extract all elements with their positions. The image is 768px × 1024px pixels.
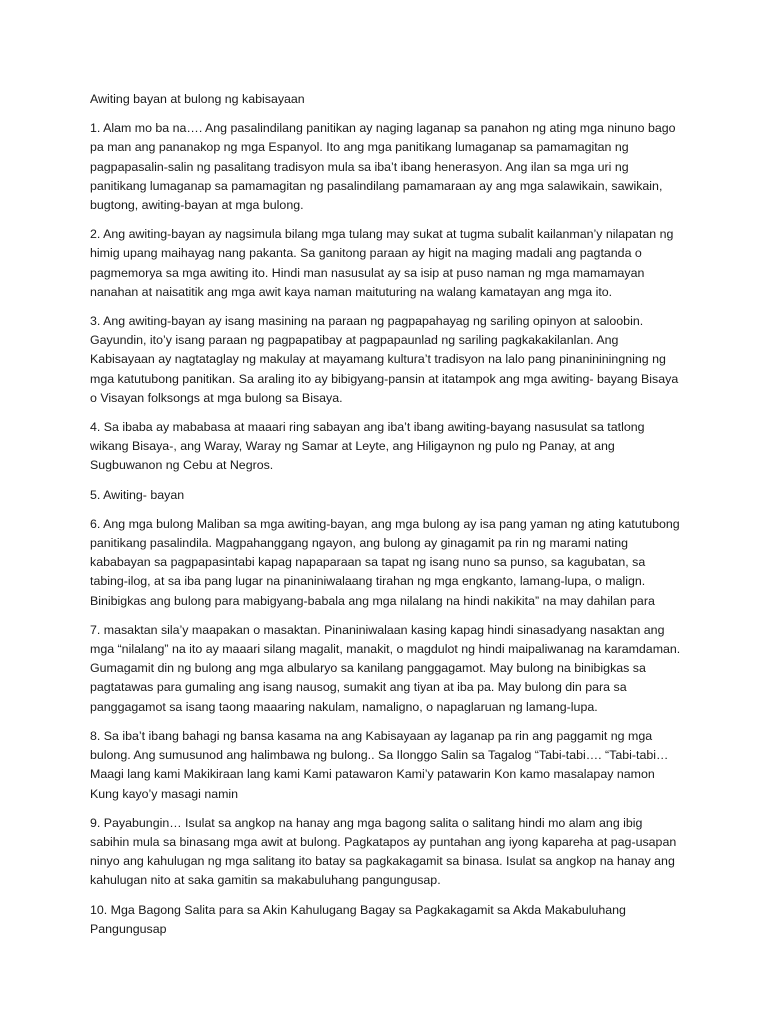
paragraph-4: 4. Sa ibaba ay mababasa at maaari ring sabayan ang iba’t ibang awiting-bayang nasusulat sa tatlong wikang Bisaya-, ang Waray, Waray ng Samar at Leyte, ang Hiligaynon ng pulo ng Panay, at ang Sugbuwanon ng Cebu at Negros.: [90, 420, 645, 473]
paragraph-7: 7. masaktan sila’y maapakan o masaktan. Pinaniniwalaan kasing kapag hindi sinasadyang nasaktan ang mga “nilalang” na ito ay maaari silang magalit, manakit, o magdulot ng hindi maipaliwanag na karamdaman. Gumagamit din ng bulong ang mga albularyo sa kanilang panggagamot. May bulong na binibigkas sa pagtatawas para gumaling ang isang nausog, sumakit ang tiyan at iba pa. May bulong din para sa panggagamot sa isang taong maaaring nakulam, namaligno, o napaglaruan ng lamang-lupa.: [90, 622, 681, 714]
paragraph-9: 9. Payabungin… Isulat sa angkop na hanay ang mga bagong salita o salitang hindi mo alam ang ibig sabihin mula sa binasang mga awit at bulong. Pagkatapos ay puntahan ang iyong kapareha at pag-usapan ninyo ang kahulugan ng mga salitang ito batay sa pagkakagamit sa binasa. Isulat sa angkop na hanay ang kahulugan nito at saka gamitin sa makabuluhang pangungusap.: [90, 815, 677, 888]
paragraph-1: 1. Alam mo ba na…. Ang pasalindilang panitikan ay naging laganap sa panahon ng ating mga ninuno bago pa man ang pananakop ng mga Espanyol. Ito ang mga panitikang lumaganap sa pamamagitan ng pagpapasalin-salin ng pasalitang tradisyon mula sa iba’t ibang henerasyon. Ang ilan sa mga uri ng panitikang lumaganap sa pamamagitan ng pasalindilang pamamaraan ay ang mga salawikain, sawikain, bugtong, awiting-bayan at mga bulong.: [90, 121, 676, 213]
document-title: Awiting bayan at bulong ng kabisayaan: [90, 92, 305, 106]
document-page: [90, 90, 682, 949]
paragraph-3: 3. Ang awiting-bayan ay isang masining na paraan ng pagpapahayag ng sariling opinyon at saloobin. Gayundin, ito’y isang paraan ng pagpapatibay at pagpapaunlad ng sariling pagkakakilanlan. Ang Kabisayaan ay nagtataglay ng makulay at mayamang kultura’t tradisyon na lalo pang pinanininingning ng mga katutubong panitikan. Sa araling ito ay bibigyang-pansin at itatampok ang mga awiting- bayang Bisaya o Visayan folksongs at mga bulong sa Bisaya.: [90, 314, 679, 405]
paragraph-10: 10. Mga Bagong Salita para sa Akin Kahulugang Bagay sa Pagkakagamit sa Akda Makabuluhang Pangungusap: [90, 902, 626, 936]
paragraph-6: 6. Ang mga bulong Maliban sa mga awiting-bayan, ang mga bulong ay isa pang yaman ng ating katutubong panitikang pasalindila. Magpahanggang ngayon, ang bulong ay ginagamit pa rin ng marami nating kababayan sa pagpapasintabi kapag napaparaan sa tapat ng isang nuno sa punso, sa kagubatan, sa tabing-ilog, at sa iba pang lugar na pinaniniwalaang tirahan ng mga engkanto, lamang-lupa, o malign. Binibigkas ang bulong para mabigyang-babala ang mga nilalang na hindi nakikita” na may dahilan para: [90, 516, 680, 608]
paragraph-2: 2. Ang awiting-bayan ay nagsimula bilang mga tulang may sukat at tugma subalit kailanman’y nilapatan ng himig upang maihayag nang pakanta. Sa ganitong paraan ay higit na maging madali ang pagtanda o pagmemorya sa mga awiting ito. Hindi man nasusulat ay sa isip at puso naman ng mga mamamayan nanahan at naisatitik ang mga awit kaya naman maituturing na walang kamatayan ang mga ito.: [90, 227, 674, 299]
paragraph-5: 5. Awiting- bayan: [90, 487, 185, 502]
paragraph-8: 8. Sa iba’t ibang bahagi ng bansa kasama na ang Kabisayaan ay laganap pa rin ang paggamit ng mga bulong. Ang sumusunod ang halimbawa ng bulong.. Sa Ilonggo Salin sa Tagalog “Tabi-tabi…. “Tabi-tabi… Maagi lang kami Makikiraan lang kami Kami patawaron Kami’y patawarin Kon kamo masalapay namon Kung kayo’y masagi namin: [90, 728, 669, 801]
